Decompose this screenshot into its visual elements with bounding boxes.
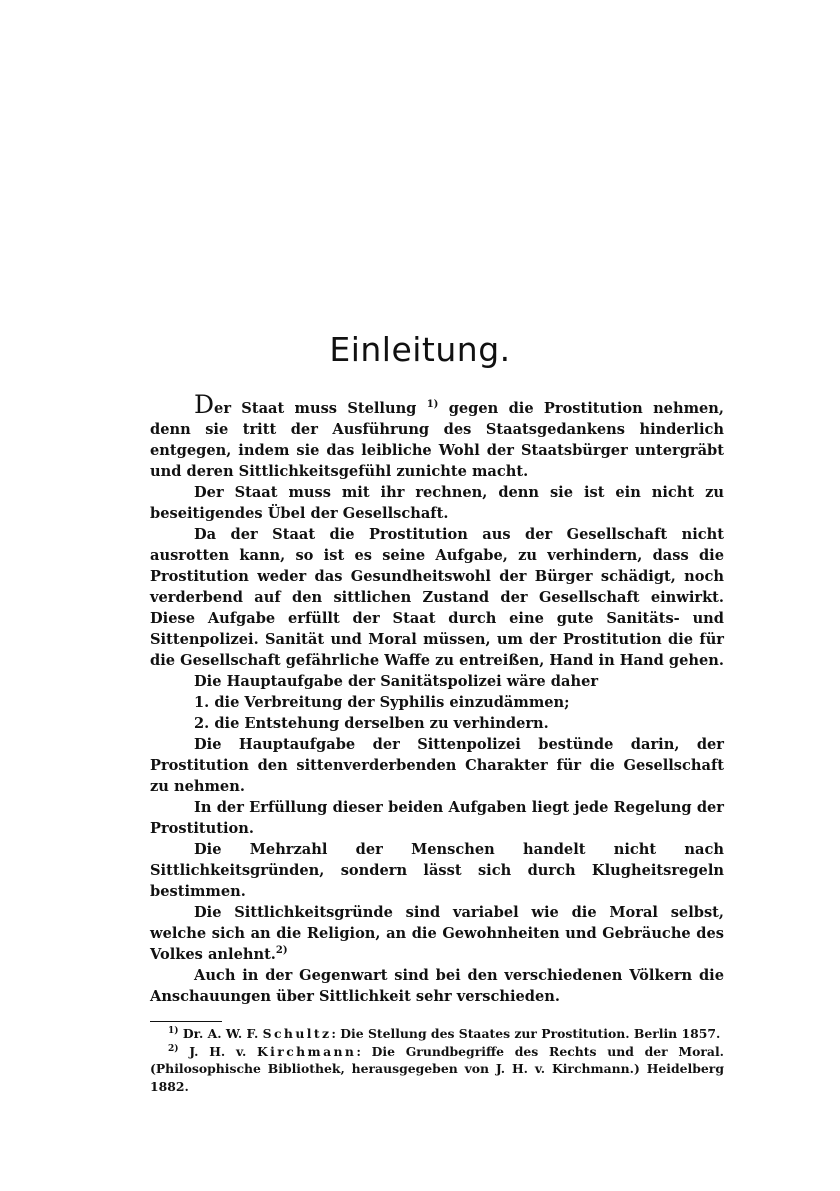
- footnote-ref-1[interactable]: 1): [426, 399, 439, 411]
- paragraph-6: In der Erfüllung dieser beiden Aufgaben liegt jede Regelung der Prostitution.: [150, 799, 724, 837]
- paragraph-4: Die Hauptaufgabe der Sanitätspolizei wäre daher: [194, 673, 599, 690]
- drop-cap: D: [194, 390, 215, 419]
- list-item-1: 1. die Verbreitung der Syphilis einzudämmen;: [194, 694, 570, 711]
- paragraph-1: [150, 390, 724, 482]
- paragraph-1-start: er Staat muss Stellung: [214, 400, 417, 417]
- footnote-1-text: : Die Stellung des Staates zur Prostitution. Berlin 1857.: [331, 1026, 721, 1041]
- footnote-1: [150, 1025, 724, 1043]
- paragraph-3: Da der Staat die Prostitution aus der Gesellschaft nicht ausrotten kann, so ist es seine Aufgabe, zu verhindern, dass die Prostitution weder das Gesundheitswohl der Bürger schädigt, noch verderbend auf den sittlichen Zustand der Gesellschaft einwirkt. Diese Aufgabe erfüllt der Staat durch eine gute Sanitäts- und Sittenpolizei. Sanität und Moral müssen, um der Prostitution die für die Gesellschaft gefährliche Waffe zu entreißen, Hand in Hand gehen.: [150, 526, 724, 669]
- footnote-1-pre: Dr. A. W. F.: [178, 1026, 263, 1041]
- footnote-separator: [150, 1021, 222, 1022]
- footnote-ref-2[interactable]: 2): [275, 945, 288, 957]
- footnote-2-mark: 2): [168, 1043, 179, 1054]
- footnote-1-mark: 1): [168, 1025, 179, 1036]
- footnote-2: [150, 1043, 724, 1096]
- footnote-2-pre: J. H. v.: [178, 1043, 257, 1059]
- paragraph-7: Die Mehrzahl der Menschen handelt nicht nach Sittlichkeitsgründen, sondern lässt sich durch Klugheitsregeln bestimmen.: [150, 841, 724, 900]
- footnotes: [150, 1025, 724, 1095]
- paragraph-5: Die Hauptaufgabe der Sittenpolizei bestünde darin, der Prostitution den sittenverderbenden Charakter für die Gesellschaft zu nehmen.: [150, 736, 724, 795]
- paragraph-1-rest: gegen die Prostitution nehmen, denn sie tritt der Ausführung des Staatsgedankens hinderlich entgegen, indem sie das leibliche Wohl der Staatsbürger untergräbt und deren Sittlichkeitsgefühl zunichte macht.: [150, 400, 724, 480]
- paragraph-2: Der Staat muss mit ihr rechnen, denn sie ist ein nicht zu beseitigendes Übel der Gesellschaft.: [150, 484, 724, 522]
- main-text: [150, 390, 724, 1007]
- paragraph-9: Auch in der Gegenwart sind bei den verschiedenen Völkern die Anschauungen über Sittlichkeit sehr verschieden.: [150, 967, 724, 1005]
- footnote-2-author: Kirchmann: [257, 1043, 357, 1059]
- chapter-title: Einleitung.: [329, 330, 511, 369]
- footnote-1-author: Schultz: [262, 1026, 332, 1041]
- paragraph-8-text: Die Sittlichkeitsgründe sind variabel wie die Moral selbst, welche sich an die Religion, an die Gewohnheiten und Gebräuche des Volkes anlehnt.: [150, 904, 724, 963]
- footnote-2-text: : Die Grundbegriffe des Rechts und der Moral. (Philosophische Bibliothek, herausgegeben von J. H. v. Kirchmann.) Heidelberg 1882.: [150, 1043, 724, 1094]
- list-item-2: 2. die Entstehung derselben zu verhindern.: [194, 715, 549, 732]
- paragraph-8: [150, 902, 724, 965]
